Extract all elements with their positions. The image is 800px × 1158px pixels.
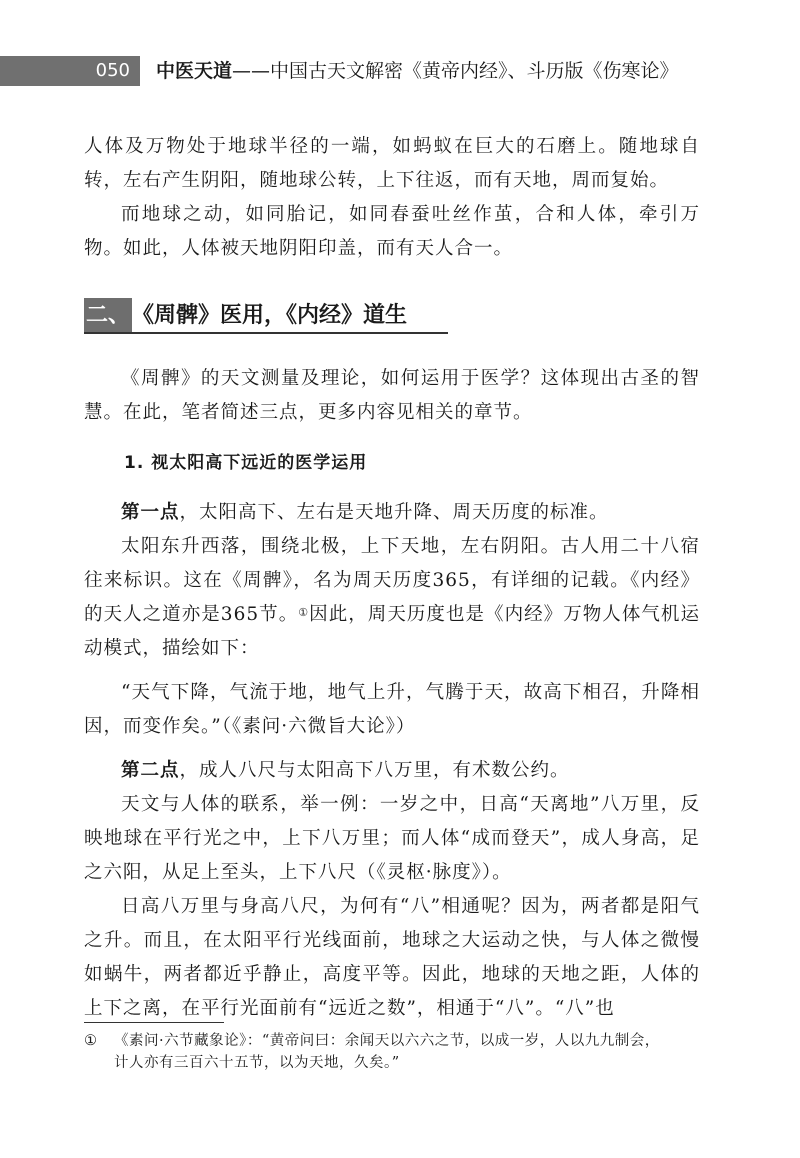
intro-block [84,130,700,266]
relation-paragraph: 天文与人体的联系，举一例：一岁之中，日高“天离地”八万里，反映地球在平行光之中，上下八万里；而人体“成而登天”，成人身高，足之六阳，从足上至头，上下八尺（《灵枢·脉度》）。 [84,794,700,883]
section-number: 二、 [84,298,132,332]
page-number: 050 [0,56,140,86]
intro-paragraph-2: 而地球之动，如同胎记，如同春蚕吐丝作茧，合和人体，牵引万物。如此，人体被天地阴阳印盖，而有天人合一。 [84,204,700,259]
classical-quote: “天气下降，气流于地，地气上升，气腾于天，故高下相召，升降相因，而变作矣。”（《素问·六微旨大论》） [84,682,700,737]
point-two-paragraph [84,754,700,788]
point-one-label: 第一点 [121,502,180,523]
section-intro-paragraph: 《周髀》的天文测量及理论，如何运用于医学？这体现出古圣的智慧。在此，笔者简述三点，更多内容见相关的章节。 [84,368,700,423]
intro-paragraph-1: 人体及万物处于地球半径的一端，如蚂蚁在巨大的石磨上。随地球自转，左右产生阴阳，随地球公转，上下往返，而有天地，周而复始。 [84,136,700,191]
book-title: 中医天道 [156,60,233,82]
point-one-text: ，太阳高下、左右是天地升降、周天历度的标准。 [179,502,609,523]
point-two-text: ，成人八尺与太阳高下八万里，有术数公约。 [179,760,570,781]
point-two-label: 第二点 [121,760,180,781]
section-title: 《周髀》医用，《内经》道生 [132,302,408,328]
subsection-heading: 1. 视太阳高下远近的医学运用 [124,453,368,473]
footnote-line-2: 计人亦有三百六十五节，以为天地，久矣。” [114,1055,400,1071]
footnote-mark: ① [84,1033,98,1049]
running-title [156,56,679,86]
main-body [84,362,700,1026]
footnote-divider [84,1022,224,1023]
eight-paragraph: 日高八万里与身高八尺，为何有“八”相通呢？因为，两者都是阳气之升。而且，在太阳平行光线面前，地球之大运动之快，与人体之微慢如蜗牛，两者都近乎静止，高度平等。因此，地球的天地之距，人体的上下之离，在平行光面前有“远近之数”，相通于“八”。“八”也 [84,896,700,1019]
footnote-reference: ① [298,606,310,619]
book-subtitle: ——中国古天文解密《黄帝内经》、斗历版《伤寒论》 [232,60,679,82]
point-one-paragraph [84,496,700,530]
footnote-line-1: 《素问·六节藏象论》：“黄帝问曰：余闻天以六六之节，以成一岁，人以九九制会， [114,1033,660,1049]
sun-paragraph [84,530,700,666]
sun-text-after-ref: 因此，周天历度也是《内经》万物人体气机运动模式，描绘如下： [84,604,700,659]
section-heading [84,298,448,334]
sun-text-before-ref: 太阳东升西落，围绕北极，上下天地，左右阴阳。古人用二十八宿往来标识。这在《周髀》，名为周天历度365，有详细的记载。《内经》的天人之道亦是365节。 [84,536,700,625]
footnote [84,1030,700,1074]
running-header [0,56,800,86]
